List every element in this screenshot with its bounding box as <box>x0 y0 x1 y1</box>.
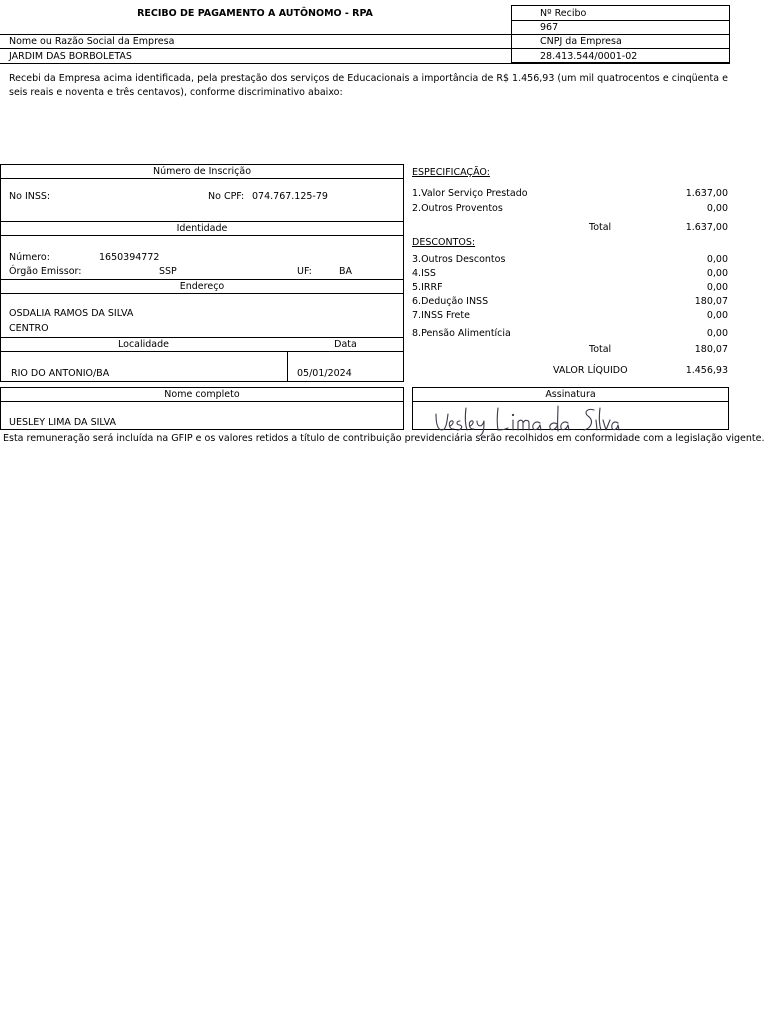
footer-note: Esta remuneração será incluída na GFIP e os valores retidos a título de contribuição previdenciária serão recolhidos em conformidade com a legislação vigente. <box>3 433 765 444</box>
declaration-text: Recebi da Empresa acima identificada, pela prestação dos serviços de Educacionais a importância de R$ 1.456,93 (um mil quatrocentos e cinqüenta e seis reais e noventa e três centavos), conforme discriminativo abaixo: <box>9 73 728 98</box>
discount-item-value: 0,00 <box>706 310 728 321</box>
discount-item-label: 3.Outros Descontos <box>412 254 506 265</box>
spec-total-value: 1.637,00 <box>685 222 728 233</box>
spec-item-value: 0,00 <box>706 203 728 214</box>
divider <box>511 34 730 35</box>
discount-item-label: 5.IRRF <box>412 282 443 293</box>
divider <box>0 63 730 64</box>
uf-value: BA <box>339 266 353 277</box>
issuer-label: Órgão Emissor: <box>9 266 82 277</box>
divider <box>0 178 404 179</box>
locality-header: Localidade <box>118 339 169 350</box>
discount-item-label: 6.Dedução INSS <box>412 296 489 307</box>
spec-total-label: Total <box>589 222 612 233</box>
cpf-value: 074.767.125-79 <box>252 191 328 202</box>
identity-number-label: Número: <box>9 252 50 263</box>
spec-item-label: 1.Valor Serviço Prestado <box>412 188 528 199</box>
divider <box>0 221 404 222</box>
discount-item-value: 0,00 <box>706 254 728 265</box>
signature-header: Assinatura <box>545 389 596 400</box>
cpf-label: No CPF: <box>208 191 245 202</box>
discount-item-label: 7.INSS Frete <box>412 310 470 321</box>
discount-item-label: 8.Pensão Alimentícia <box>412 328 511 339</box>
cnpj-value: 28.413.544/0001-02 <box>540 51 638 62</box>
divider <box>287 351 288 382</box>
address-line-2: CENTRO <box>9 323 49 334</box>
date-header: Data <box>334 339 357 350</box>
receipt-number: 967 <box>540 22 559 33</box>
date-value: 05/01/2024 <box>297 368 352 379</box>
spec-item-label: 2.Outros Proventos <box>412 203 503 214</box>
full-name: UESLEY LIMA DA SILVA <box>9 417 117 428</box>
discount-total-label: Total <box>589 344 612 355</box>
divider <box>0 279 404 280</box>
handwritten-signature <box>432 400 622 436</box>
identity-number: 1650394772 <box>99 252 160 263</box>
discount-item-value: 0,00 <box>706 282 728 293</box>
company-name-label: Nome ou Razão Social da Empresa <box>9 36 175 47</box>
identity-header: Identidade <box>176 223 228 234</box>
spec-item-value: 1.637,00 <box>685 188 728 199</box>
registration-header: Número de Inscrição <box>152 166 252 177</box>
document-title: RECIBO DE PAGAMENTO A AUTÔNOMO - RPA <box>137 8 373 19</box>
inss-label: No INSS: <box>9 191 51 202</box>
discount-item-value: 0,00 <box>706 268 728 279</box>
net-value: 1.456,93 <box>685 365 728 376</box>
divider <box>511 48 730 49</box>
divider <box>511 20 730 21</box>
full-name-header: Nome completo <box>164 389 240 400</box>
divider <box>0 337 404 338</box>
issuer-value: SSP <box>159 266 177 277</box>
net-value-label: VALOR LÍQUIDO <box>553 365 628 376</box>
discount-item-label: 4.ISS <box>412 268 436 279</box>
divider <box>0 34 512 35</box>
discount-total-value: 180,07 <box>694 344 728 355</box>
divider <box>0 351 404 352</box>
specification-title: ESPECIFICAÇÃO: <box>412 167 490 178</box>
cnpj-label: CNPJ da Empresa <box>540 36 622 47</box>
discount-item-value: 0,00 <box>706 328 728 339</box>
locality-value: RIO DO ANTONIO/BA <box>11 368 110 379</box>
receipt-number-label: Nº Recibo <box>540 8 587 19</box>
uf-label: UF: <box>297 266 312 277</box>
company-name: JARDIM DAS BORBOLETAS <box>9 51 132 62</box>
divider <box>0 48 512 49</box>
discount-item-value: 180,07 <box>694 296 728 307</box>
divider <box>0 401 404 402</box>
address-line-1: OSDALIA RAMOS DA SILVA <box>9 308 134 319</box>
divider <box>0 235 404 236</box>
address-header: Endereço <box>179 281 225 292</box>
divider <box>0 293 404 294</box>
discounts-title: DESCONTOS: <box>412 237 476 248</box>
